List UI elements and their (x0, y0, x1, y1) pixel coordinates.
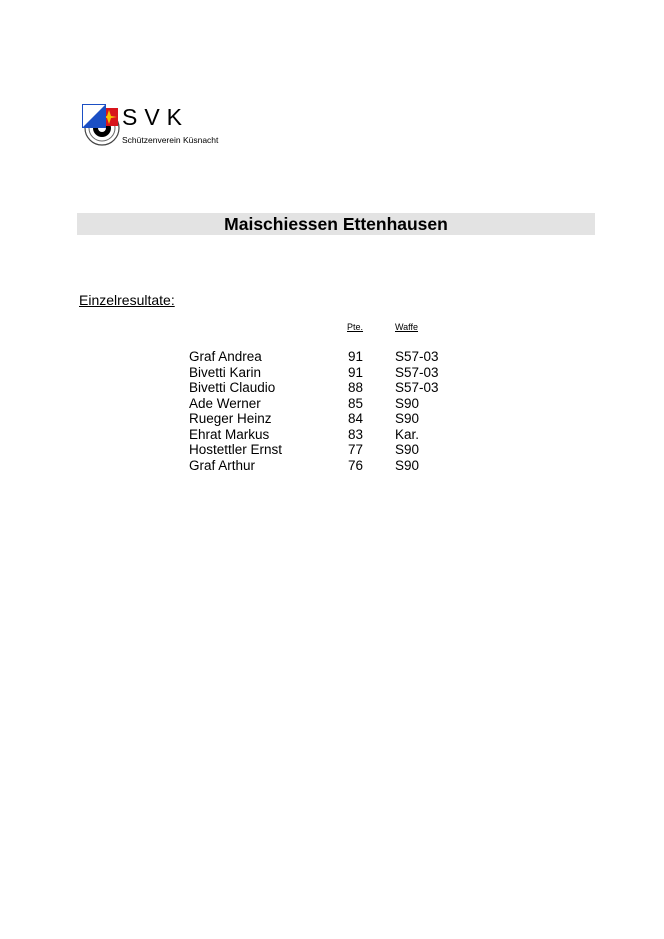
shooter-weapon: S90 (395, 442, 420, 457)
shooter-name: Graf Arthur (189, 457, 256, 473)
shooter-name: Ehrat Markus (189, 426, 270, 442)
page-title: Maischiessen Ettenhausen (224, 214, 448, 234)
shooter-points: 91 (348, 349, 364, 364)
logo-letters: SVK (122, 104, 190, 130)
shooter-name: Graf Andrea (189, 349, 262, 364)
shooter-name: Bivetti Claudio (189, 380, 276, 395)
shooter-name: Ade Werner (189, 395, 261, 411)
shooter-points: 85 (348, 395, 364, 411)
logo-subtitle: Schützenverein Küsnacht (122, 135, 219, 145)
title-banner (77, 213, 595, 235)
shooter-weapon: S57-03 (395, 380, 439, 395)
shooter-points: 83 (348, 426, 364, 442)
shooter-weapon: S57-03 (395, 349, 439, 364)
shooter-name: Hostettler Ernst (189, 442, 283, 457)
section-label: Einzelresultate: (79, 292, 175, 308)
shooter-points: 77 (348, 442, 364, 457)
shooter-name: Bivetti Karin (189, 364, 262, 380)
shooter-weapon: Kar. (395, 426, 420, 442)
shooter-points: 76 (348, 457, 364, 473)
shooter-points: 84 (348, 411, 364, 426)
column-header-weapon: Waffe (395, 322, 419, 332)
shooter-name: Rueger Heinz (189, 411, 272, 426)
shooter-weapon: S90 (395, 395, 420, 411)
shooter-weapon: S90 (395, 411, 420, 426)
shooter-points: 91 (348, 364, 364, 380)
zurich-flag-icon (82, 104, 106, 128)
shooter-weapon: S57-03 (395, 364, 439, 380)
club-logo (82, 104, 242, 150)
column-header-points: Pte. (347, 322, 364, 332)
shooter-points: 88 (348, 380, 364, 395)
shooter-weapon: S90 (395, 457, 420, 473)
